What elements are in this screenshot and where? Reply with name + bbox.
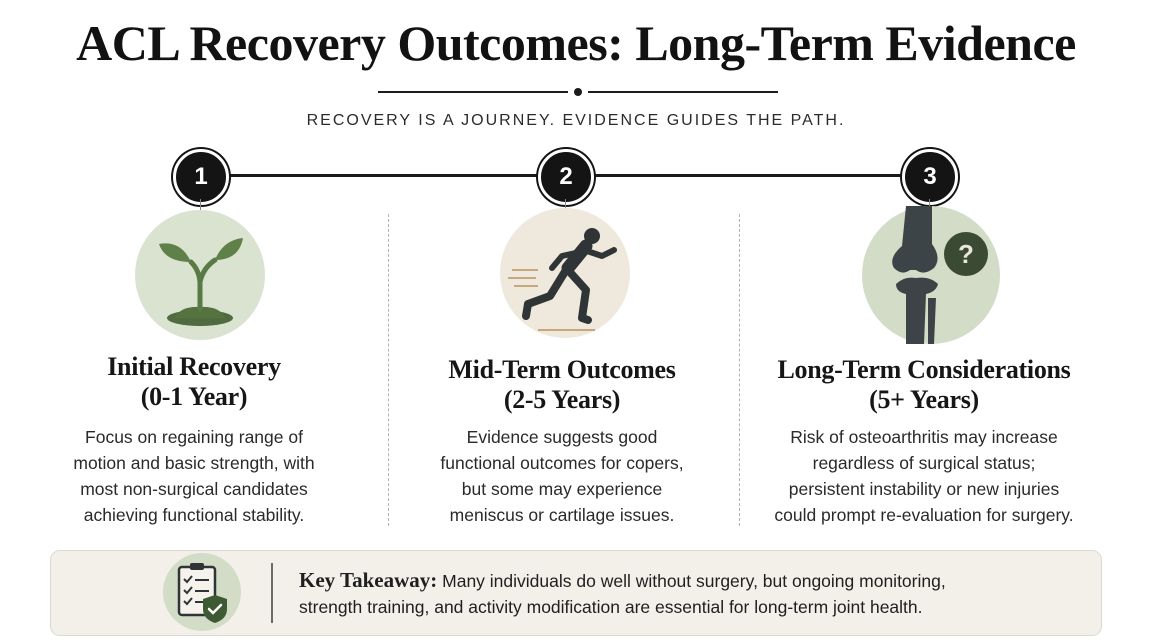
step-2-description (392, 424, 732, 528)
runner-icon (500, 208, 630, 338)
step-3-marker: 3 (902, 149, 958, 205)
takeaway-line1-text: Many individuals do well without surgery, but ongoing monitoring, (442, 571, 946, 591)
step-3-title-line1: Long-Term Considerations (777, 355, 1071, 384)
step-1-marker: 1 (173, 149, 229, 205)
step-1-title-line2: (0-1 Year) (140, 382, 248, 411)
step-1-icon-circle (135, 210, 265, 340)
takeaway-text (299, 567, 1079, 620)
takeaway-separator (271, 563, 273, 623)
step-2-title-line2: (2-5 Years) (503, 385, 621, 414)
title-underline-left (378, 91, 568, 93)
takeaway-line-1 (299, 567, 1079, 594)
takeaway-line2-text: strength training, and activity modification are essential for long-term joint health. (299, 597, 923, 617)
step-1-text-line: most non-surgical candidates (80, 479, 308, 499)
step-2-text-line: Evidence suggests good (466, 427, 658, 447)
step-2-text-line: but some may experience (461, 479, 663, 499)
title-ornament-dot (574, 88, 582, 96)
step-3-text-line: Risk of osteoarthritis may increase (790, 427, 1058, 447)
step-1-title (14, 352, 374, 412)
knee-joint-question-icon (862, 206, 1000, 344)
step-2-marker: 2 (538, 149, 594, 205)
step-3-text-line: regardless of surgical status; (812, 453, 1036, 473)
step-3-icon-circle (862, 206, 1000, 344)
subtitle: RECOVERY IS A JOURNEY. EVIDENCE GUIDES THE PATH. (306, 112, 846, 129)
step-3-description (754, 424, 1094, 528)
step-2-text-line: meniscus or cartilage issues. (449, 505, 675, 525)
step-3-text-line: could prompt re-evaluation for surgery. (774, 505, 1074, 525)
checklist-shield-icon (163, 553, 241, 631)
step-2-icon-circle (500, 208, 630, 338)
title-underline-right (588, 91, 778, 93)
step-2-text-line: functional outcomes for copers, (440, 453, 684, 473)
takeaway-icon-circle (163, 553, 241, 631)
step-1-description (24, 424, 364, 528)
step-1-text-line: motion and basic strength, with (73, 453, 315, 473)
step-1-text-line: Focus on regaining range of (85, 427, 303, 447)
key-takeaway-panel (50, 550, 1102, 636)
sprout-icon (135, 210, 265, 340)
step-2-title-line1: Mid-Term Outcomes (448, 355, 676, 384)
step-3-text-line: persistent instability or new injuries (788, 479, 1060, 499)
step-3-title (744, 355, 1104, 415)
takeaway-label: Key Takeaway: (299, 568, 438, 592)
step-1-text-line: achieving functional stability. (83, 505, 305, 525)
svg-text:?: ? (958, 239, 974, 269)
page-title: ACL Recovery Outcomes: Long-Term Evidence (76, 15, 1076, 71)
step-2-title (382, 355, 742, 415)
step-1-title-line1: Initial Recovery (107, 352, 281, 381)
step-3-title-line2: (5+ Years) (869, 385, 979, 414)
